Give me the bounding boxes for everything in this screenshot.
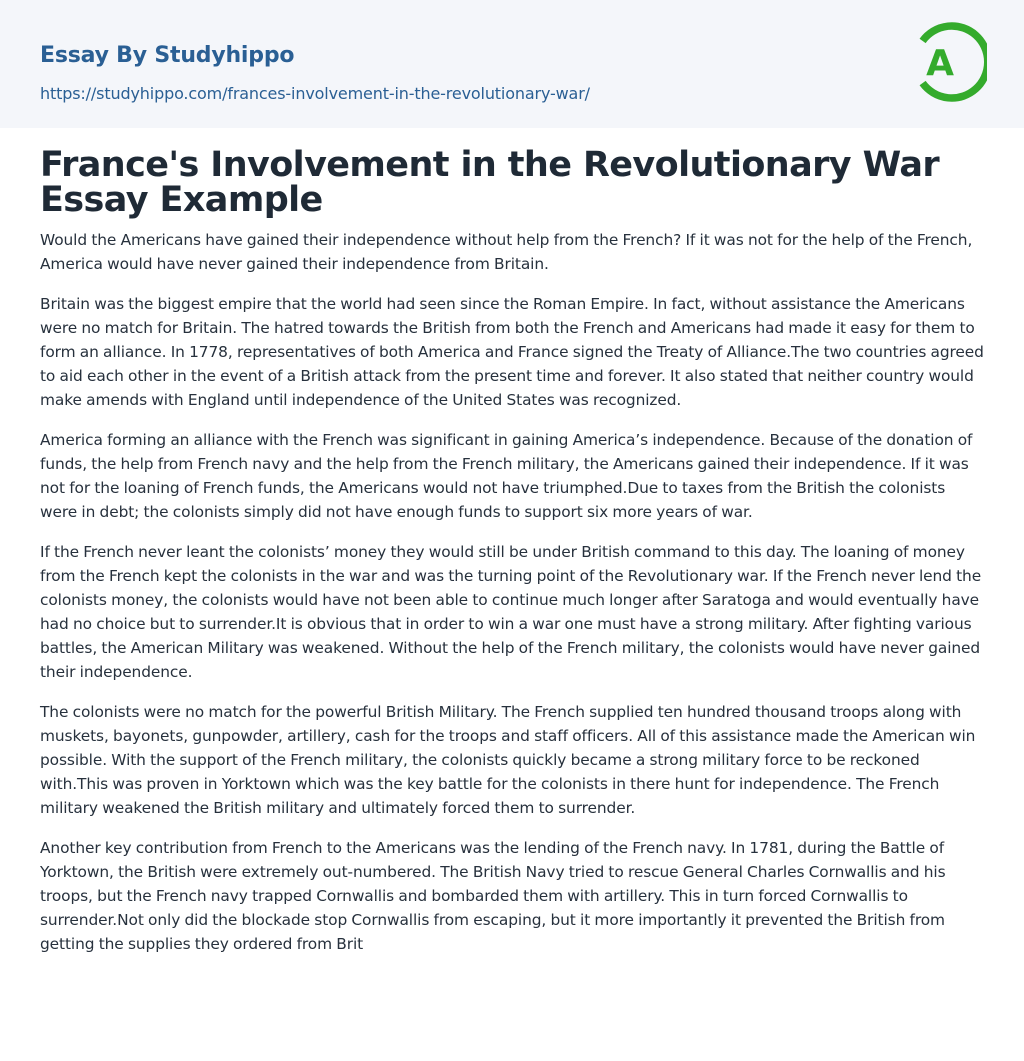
essay-title: France's Involvement in the Revolutionary War Essay Example [40,145,940,220]
logo-letter: A [926,43,954,84]
logo-icon [911,18,987,106]
essay-paragraph: If the French never leant the colonists’ money they would still be under British command to this day. The loaning of money from the French kept the colonists in the war and was the turning point of the Revolutionary war. If the French never lend the colonists money, the colonists would have not been able to continue much longer after Saratoga and would eventually have had no choice but to surrender.It is obvious that in order to win a war one must have a strong military. After fighting various battles, the American Military was weakened. Without the help of the French military, the colonists would have never gained their independence. [40,543,982,681]
essay-paragraph: Would the Americans have gained their independence without help from the French? If it was not for the help of the French, America would have never gained their independence from Britain. [40,231,973,273]
essay-body [40,228,985,972]
studyhippo-logo[interactable] [911,18,987,106]
essay-paragraph: Another key contribution from French to the Americans was the lending of the French navy. In 1781, during the Battle of Yorktown, the British were extremely out-numbered. The British Navy tried to rescue General Charles Cornwallis and his troops, but the French navy trapped Cornwallis and bombarded them with artillery. This in turn forced Cornwallis to surrender.Not only did the blockade stop Cornwallis from escaping, but it more importantly it prevented the British from getting the supplies they ordered from Brit [40,839,946,953]
site-header [0,0,1024,128]
site-brand[interactable]: Essay By Studyhippo [40,43,295,68]
essay-url-link[interactable]: https://studyhippo.com/frances-involvement-in-the-revolutionary-war/ [40,84,590,103]
essay-paragraph: The colonists were no match for the powerful British Military. The French supplied ten hundred thousand troops along with muskets, bayonets, gunpowder, artillery, cash for the troops and staff officers. All of this assistance made the American win possible. With the support of the French military, the colonists quickly became a strong military force to be reckoned with.This was proven in Yorktown which was the key battle for the colonists in there hunt for independence. The French military weakened the British military and ultimately forced them to surrender. [40,703,976,817]
essay-paragraph: America forming an alliance with the French was significant in gaining America’s independence. Because of the donation of funds, the help from French navy and the help from the French military, the Americans gained their independence. If it was not for the loaning of French funds, the Americans would not have triumphed.Due to taxes from the British the colonists were in debt; the colonists simply did not have enough funds to support six more years of war. [40,431,973,521]
essay-paragraph: Britain was the biggest empire that the world had seen since the Roman Empire. In fact, without assistance the Americans were no match for Britain. The hatred towards the British from both the French and Americans had made it easy for them to form an alliance. In 1778, representatives of both America and France signed the Treaty of Alliance.The two countries agreed to aid each other in the event of a British attack from the present time and forever. It also stated that neither country would make amends with England until independence of the United States was recognized. [40,295,984,409]
